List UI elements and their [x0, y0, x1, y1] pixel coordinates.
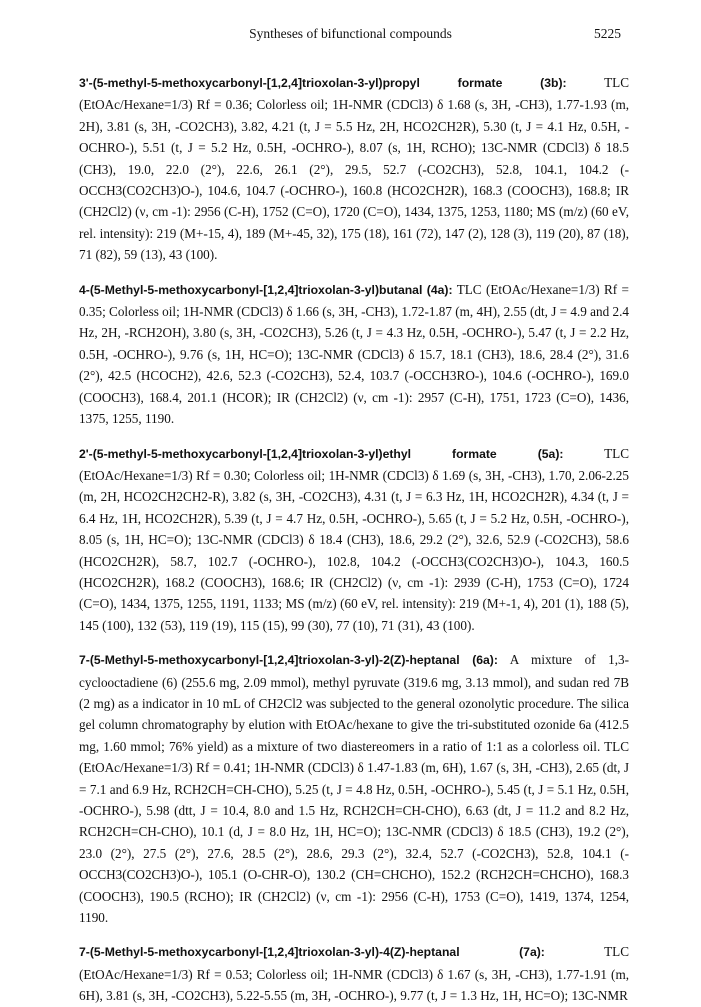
characterization-data: TLC (EtOAc/Hexane=1/3) Rf = 0.35; Colorless oil; 1H-NMR (CDCl3) δ 1.66 (s, 3H, -CH3), 1.72-1.87 (m, 4H), 2.55 (dt, J = 4.9 and 2.4 Hz, 2H, -RCH2OH), 3.80 (s, 3H, -CO2CH3), 5.26 (t, J = 4.3 Hz, 0.5H, -OCHRO-), 5.47 (t, J = 2.2 Hz, 0.5H, -OCHRO-), 9.76 (s, 1H, HC=O); 13C-NMR (CDCl3) δ 15.7, 18.1 (CH3), 18.6, 28.4 (2°), 31.6 (2°), 42.5 (HCOCH2), 42.6, 52.3 (-CO2CH3), 52.4, 103.7 (-OCCH3RO-), 104.6 (-OCHRO-), 169.0 (COOCH3), 168.4, 201.1 (HCOR); IR (CH2Cl2) (ν, cm -1): 2957 (C-H), 1751, 1723 (C=O), 1436, 1375, 1255, 1190.: [79, 281, 629, 427]
compound-heading: 3'-(5-methyl-5-methoxycarbonyl-[1,2,4]trioxolan-3-yl)propyl formate (3b):: [79, 76, 567, 90]
characterization-data: TLC (EtOAc/Hexane=1/3) Rf = 0.30; Colorless oil; 1H-NMR (CDCl3) δ 1.69 (s, 3H, -CH3), 1.70, 2.06-2.25 (m, 2H, HCO2CH2CH2-R), 3.82 (s, 3H, -CO2CH3), 4.31 (t, J = 6.3 Hz, 1H, HCO2CH2R), 4.34 (t, J = 6.4 Hz, 1H, HCO2CH2R), 5.39 (t, J = 4.7 Hz, 0.5H, -OCHRO-), 5.65 (t, J = 5.2 Hz, 0.5H, -OCHRO-), 8.05 (s, 1H, HC=O); 13C-NMR (CDCl3) δ 18.4 (CH3), 18.6, 29.2 (2°), 32.6, 52.9 (-CO2CH3), 58.6 (HCO2CH2R), 58.7, 102.7 (-OCHRO-), 102.8, 104.2 (-OCCH3(CO2CH3)O-), 104.3, 160.5 (HCO2CH2R), 168.2 (COOCH3), 168.6; IR (CH2Cl2) (ν, cm -1): 2939 (C-H), 1753 (C=O), 1724 (C=O), 1434, 1375, 1255, 1191, 1133; MS (m/z) (60 eV, rel. intensity): 219 (M+-1, 4), 201 (1), 188 (5), 145 (100), 132 (53), 119 (19), 115 (15), 99 (30), 77 (10), 71 (31), 43 (100).: [79, 445, 630, 633]
experimental-section: [79, 72, 629, 1007]
compound-entry-7a: [79, 941, 629, 1006]
page-number: 5225: [594, 26, 621, 41]
compound-heading: 7-(5-Methyl-5-methoxycarbonyl-[1,2,4]trioxolan-3-yl)-2(Z)-heptanal (6a):: [79, 653, 498, 668]
compound-entry-5a: [79, 443, 629, 637]
running-title: Syntheses of bifunctional compounds: [249, 26, 452, 41]
compound-heading: 7-(5-Methyl-5-methoxycarbonyl-[1,2,4]trioxolan-3-yl)-4(Z)-heptanal (7a):: [79, 945, 545, 960]
compound-heading: 4-(5-Methyl-5-methoxycarbonyl-[1,2,4]trioxolan-3-yl)butanal (4a):: [79, 282, 453, 297]
running-head: [0, 26, 701, 44]
compound-entry-3b: [79, 72, 629, 266]
compound-heading: 2'-(5-methyl-5-methoxycarbonyl-[1,2,4]trioxolan-3-yl)ethyl formate (5a):: [79, 446, 564, 461]
synthesis-procedure: A mixture of 1,3-cyclooctadiene (6) (255.6 mg, 2.09 mmol), methyl pyruvate (319.6 mg, 3.13 mmol), and sudan red 7B (2 mg) as a indicator in 10 mL of CH2Cl2 was subjected to the general ozonolytic procedure. The silica gel column chromatography by elution with EtOAc/hexane to give the tri-substituted ozonide 6a (412.5 mg, 1.60 mmol; 76% yield) as a mixture of two diastereomers in a ratio of 1:1 as a colorless oil. TLC (EtOAc/Hexane=1/3) Rf = 0.41; 1H-NMR (CDCl3) δ 1.47-1.83 (m, 6H), 1.67 (s, 3H, -CH3), 2.65 (dt, J = 7.1 and 6.9 Hz, RCH2CH=CH-CHO), 5.25 (t, J = 4.8 Hz, 0.5H, -OCHRO-), 5.45 (t, J = 5.1 Hz, 0.5H, -OCHRO-), 5.98 (dtt, J = 10.4, 8.0 and 1.5 Hz, RCH2CH=CH-CHO), 6.63 (dt, J = 11.2 and 8.2 Hz, RCH2CH=CH-CHO), 10.1 (d, J = 8.0 Hz, 1H, HC=O); 13C-NMR (CDCl3) δ 18.5 (CH3), 19.2 (2°), 23.0 (2°), 27.5 (2°), 27.6, 28.5 (2°), 28.6, 29.3 (2°), 32.4, 52.7 (-CO2CH3), 52.8, 104.1 (-OCCH3(CO2CH3)O-), 105.1 (O-CHR-O), 130.2 (CH=CHCHO), 152.2 (RCH2CH=CHCHO), 168.3 (COOCH3), 190.5 (RCHO); IR (CH2Cl2) (ν, cm -1): 2956 (C-H), 1753 (C=O), 1419, 1374, 1254, 1190.: [79, 652, 629, 926]
compound-entry-4a: [79, 279, 629, 430]
characterization-data: TLC (EtOAc/Hexane=1/3) Rf = 0.53; Colorless oil; 1H-NMR (CDCl3) δ 1.67 (s, 3H, -CH3), 1.77-1.91 (m, 6H), 3.81 (s, 3H, -CO2CH3), 5.22-5.55 (m, 3H, -OCHRO-), 9.77 (t, J = 1.3 Hz, 1H, HC=O); 13C-NMR: [79, 944, 629, 1004]
compound-entry-6a: [79, 649, 629, 928]
characterization-data: TLC (EtOAc/Hexane=1/3) Rf = 0.36; Colorless oil; 1H-NMR (CDCl3) δ 1.68 (s, 3H, -CH3), 1.77-1.93 (m, 2H), 3.81 (s, 3H, -CO2CH3), 3.82, 4.21 (t, J = 5.5 Hz, 2H, HCO2CH2R), 5.30 (t, J = 4.1 Hz, 0.5H, -OCHRO-), 5.51 (t, J = 5.2 Hz, 0.5H, -OCHRO-), 8.07 (s, 1H, RCHO); 13C-NMR (CDCl3) δ 18.5 (CH3), 19.0, 22.0 (2°), 22.6, 26.1 (2°), 29.5, 52.7 (-CO2CH3), 52.8, 104.1, 104.2 (-OCCH3(CO2CH3)O-), 104.6, 104.7 (-OCHRO-), 160.8 (HCO2CH2R), 168.3 (COOCH3), 168.8; IR (CH2Cl2) (ν, cm -1): 2956 (C-H), 1752 (C=O), 1720 (C=O), 1434, 1375, 1253, 1180; MS (m/z) (60 eV, rel. intensity): 219 (M+-15, 4), 189 (M+-45, 32), 175 (18), 161 (72), 147 (2), 128 (3), 119 (20), 87 (18), 71 (82), 59 (13), 43 (100).: [79, 75, 630, 263]
